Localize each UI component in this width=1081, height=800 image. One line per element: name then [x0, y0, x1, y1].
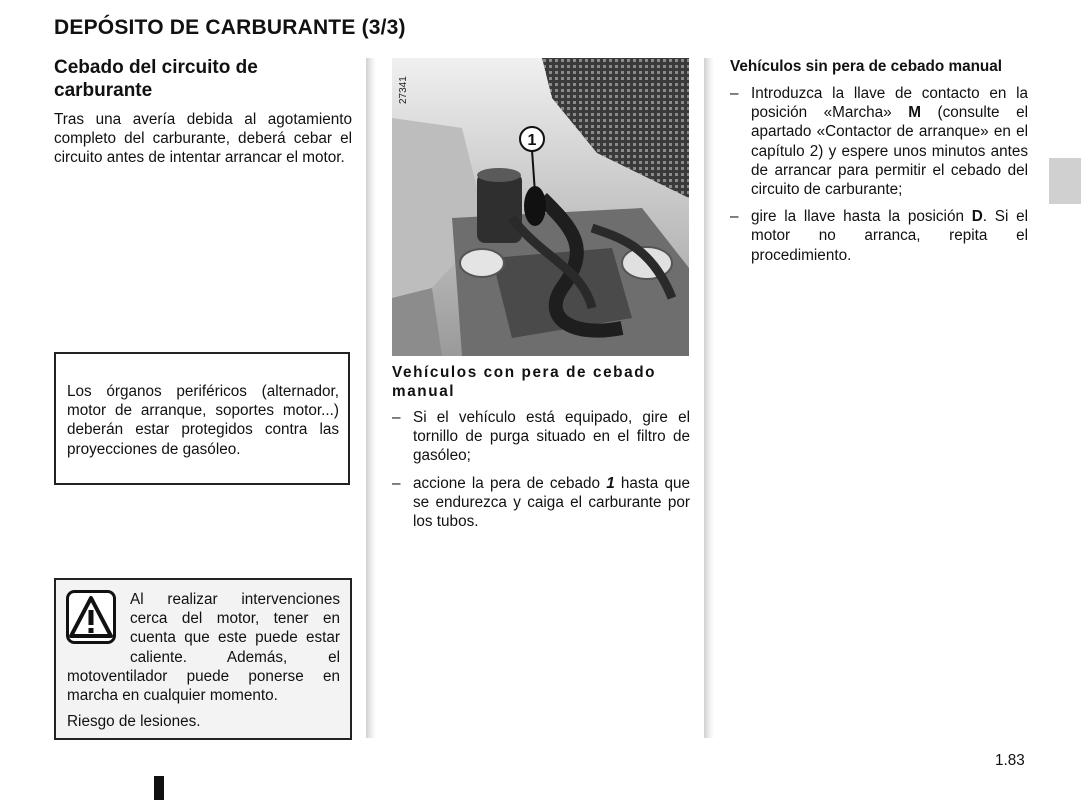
list-item: – Introduzca la llave de contacto en la posición «Marcha» M (consulte el apartado «Contactor de arranque» en el capítulo 2) y espere unos minutos antes de arrancar para permitir el cebado del circuito de carburante; [730, 84, 1028, 199]
position-m: M [908, 104, 921, 122]
warning-risk: Riesgo de lesiones. [67, 713, 201, 730]
note-box [54, 352, 350, 485]
section-title: Cebado del circuito de carburante [54, 57, 258, 101]
page-number: 1.83 [995, 752, 1025, 769]
photo-callout-1: 1 [527, 132, 537, 149]
list-with-bulb [392, 408, 690, 539]
page-title: DEPÓSITO DE CARBURANTE (3/3) [54, 16, 406, 39]
chapter-thumb-tab [1049, 158, 1081, 204]
warning-text-block [67, 590, 340, 705]
list-without-bulb [730, 84, 1028, 273]
engine-bay-photo [392, 58, 689, 356]
warning-text: Al realizar intervenciones cerca del motor, tener en cuenta que este puede estar caliente. Además, el motoventilador puede ponerse en marcha en cualquier momento. [67, 591, 340, 705]
list-item: – accione la pera de cebado 1 hasta que se endurezca y caiga el carburante por los tubos. [392, 474, 690, 532]
intro-paragraph: Tras una avería debida al agotamiento completo del carburante, deberá cebar el circuito antes de intentar arrancar el motor. [54, 111, 352, 167]
photo-code: 27341 [398, 76, 409, 104]
binding-mark [154, 776, 164, 800]
note-text: Los órganos periféricos (alternador, motor de arranque, soportes motor...) deberán estar protegidos contra las proyecciones de gasóleo. [67, 383, 339, 458]
warning-box [54, 578, 352, 740]
column-gutter-left [366, 58, 376, 738]
list-item: – Si el vehículo está equipado, gire el tornillo de purga situado en el filtro de gasóleo; [392, 408, 690, 466]
list-item: – gire la llave hasta la posición D. Si el motor no arranca, repita el procedimiento. [730, 207, 1028, 265]
position-d: D [971, 208, 983, 226]
heading-with-bulb: Vehículos con pera de cebado manual [392, 364, 657, 400]
column-gutter-right [704, 58, 714, 738]
heading-without-bulb: Vehículos sin pera de cebado manual [730, 58, 1003, 75]
bulb-reference: 1 [606, 474, 615, 492]
